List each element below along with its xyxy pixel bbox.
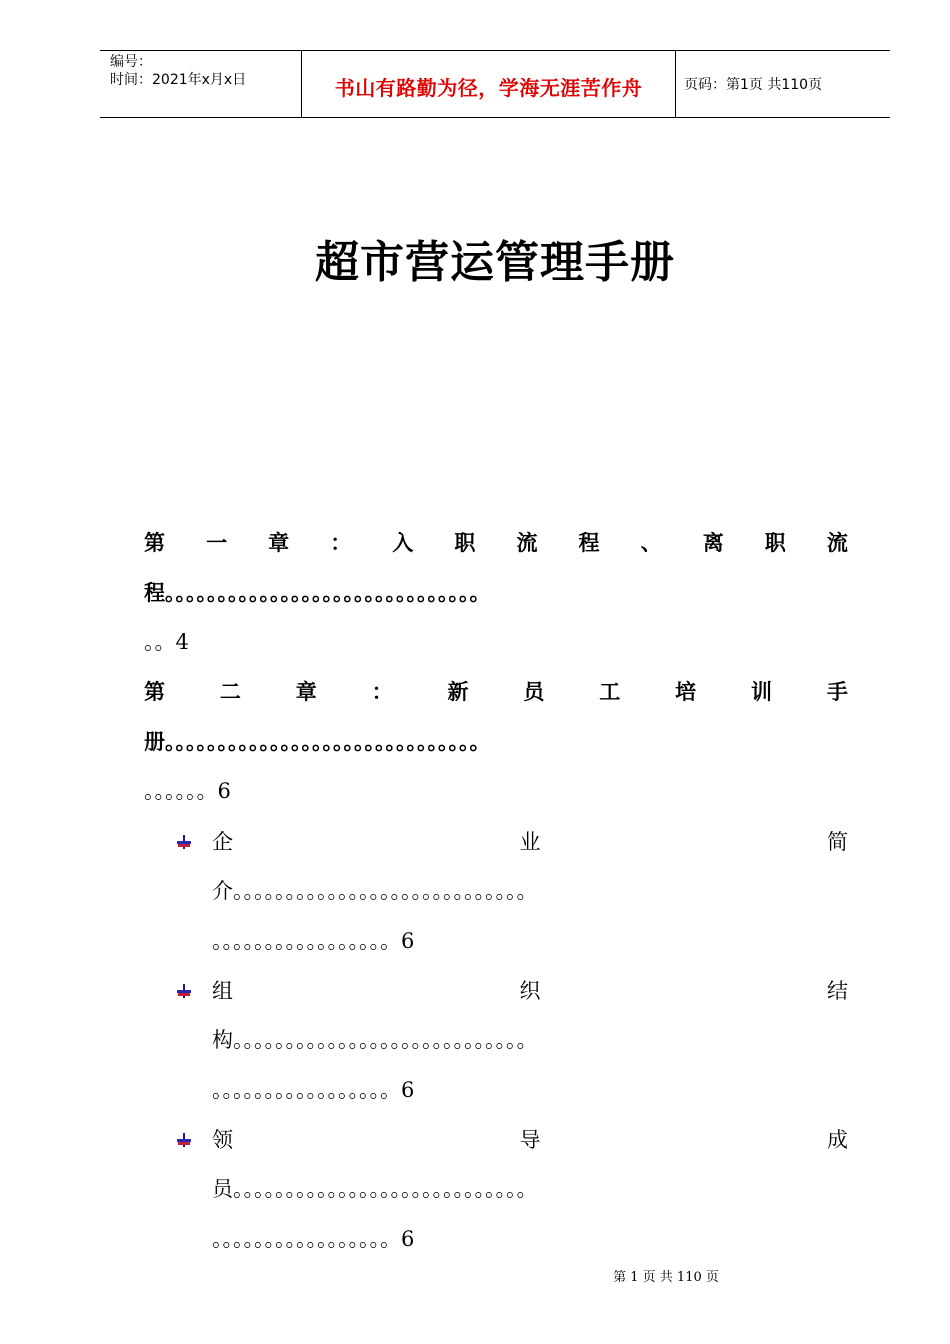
- toc-char: 企: [212, 830, 233, 854]
- toc-char: 手: [826, 679, 848, 704]
- header-page-code: 页码：第1页 共110页: [684, 77, 823, 93]
- toc-chapter-1-line2: 程。。。。。。。。。。。。。。。。。。。。。。。。。。。。。。: [144, 580, 491, 605]
- toc-char: 职: [454, 530, 476, 555]
- toc-section-3-page: 。。。。。。。。。。。。。。。。。6: [212, 1227, 415, 1251]
- header-bottom-rule: [100, 117, 890, 118]
- toc-char: 训: [751, 679, 772, 704]
- toc-section-3-line1[interactable]: [212, 1125, 848, 1155]
- toc-char: 工: [599, 679, 621, 704]
- bullet-icon: [176, 983, 192, 999]
- toc-chapter-2-page: 。。。。。。6: [144, 779, 231, 803]
- toc-char: 简: [827, 830, 848, 854]
- toc-chapter-2-line2: 册。。。。。。。。。。。。。。。。。。。。。。。。。。。。。。: [144, 729, 491, 754]
- toc-chapter-1-page: 。。4: [144, 630, 189, 654]
- toc-char: 章: [295, 679, 317, 704]
- toc-char: 组: [212, 979, 233, 1003]
- page-footer: 第 1 页 共 110 页: [613, 1270, 719, 1285]
- doc-time-label: 时间：2021年x月x日: [110, 72, 247, 88]
- toc-char: 章: [268, 530, 290, 555]
- toc-char: 流: [516, 530, 538, 555]
- header-motto: 书山有路勤为径，学海无涯苦作舟: [334, 76, 643, 100]
- toc-char: 成: [827, 1128, 848, 1152]
- toc-char: 程: [578, 530, 600, 555]
- bullet-icon: [176, 1132, 192, 1148]
- toc-char: 员: [523, 679, 545, 704]
- toc-char: 、: [640, 530, 662, 555]
- toc-char: 第: [144, 530, 165, 555]
- toc-char: 职: [764, 530, 786, 555]
- toc-char: 培: [675, 679, 697, 704]
- toc-char: 导: [519, 1128, 541, 1152]
- toc-chapter-1-line1[interactable]: [144, 528, 848, 558]
- toc-section-3-line2: 员。。。。。。。。。。。。。。。。。。。。。。。。。。。。: [212, 1177, 538, 1201]
- toc-chapter-2-line1[interactable]: [144, 677, 848, 707]
- bullet-icon: [176, 834, 192, 850]
- header-divider-right: [675, 50, 676, 117]
- toc-char: 二: [219, 679, 241, 704]
- toc-section-2-line2: 构。。。。。。。。。。。。。。。。。。。。。。。。。。。。: [212, 1028, 538, 1052]
- doc-number-label: 编号：: [110, 54, 152, 70]
- toc-section-2-page: 。。。。。。。。。。。。。。。。。6: [212, 1078, 415, 1102]
- toc-char: ：: [371, 679, 393, 704]
- toc-char: 一: [206, 530, 228, 555]
- toc-char: 流: [826, 530, 848, 555]
- toc-char: 结: [827, 979, 848, 1003]
- toc-section-1-line1[interactable]: [212, 827, 848, 857]
- header-top-rule: [100, 50, 890, 51]
- toc-section-2-line1[interactable]: [212, 976, 848, 1006]
- toc-char: 新: [447, 679, 469, 704]
- toc-char: ：: [330, 530, 352, 555]
- toc-section-1-line2: 介。。。。。。。。。。。。。。。。。。。。。。。。。。。。: [212, 879, 538, 903]
- toc-char: 织: [519, 979, 541, 1003]
- toc-section-1-page: 。。。。。。。。。。。。。。。。。6: [212, 929, 415, 953]
- toc-char: 第: [144, 679, 165, 704]
- toc-char: 入: [392, 530, 414, 555]
- document-title: 超市营运管理手册: [315, 237, 675, 288]
- toc-char: 离: [702, 530, 724, 555]
- toc-char: 领: [212, 1128, 233, 1152]
- toc-char: 业: [519, 830, 541, 854]
